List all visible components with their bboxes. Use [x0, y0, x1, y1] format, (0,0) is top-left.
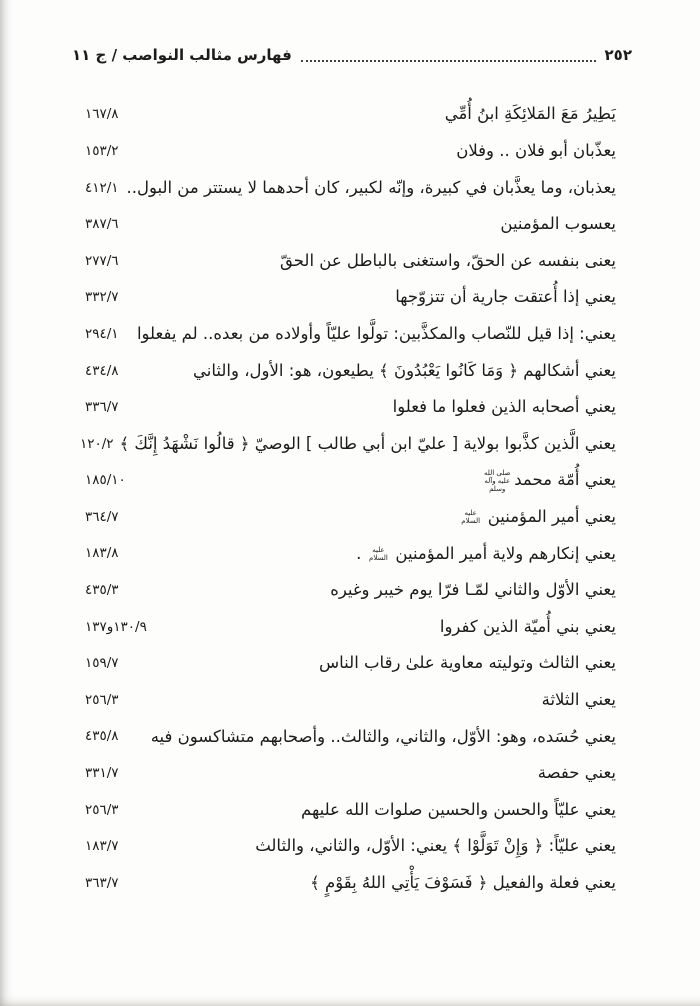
- index-entries: [79, 97, 616, 902]
- entry-text: يعني إنكارهم ولاية أمير المؤمنين: [395, 543, 616, 563]
- entry-page-ref: ١٢٠/٢: [79, 435, 114, 452]
- index-entry-row: [85, 206, 616, 243]
- entry-page-ref: ٢٥٦/٣: [85, 691, 119, 708]
- header-title: فهارس مثالب النواصب / ج ١١: [72, 46, 292, 64]
- entry-page-ref: ٣٦٤/٧: [85, 508, 119, 525]
- index-entry-row: [85, 243, 616, 280]
- entry-text: يعني أصحابه الذين فعلوا ما فعلوا: [392, 397, 616, 417]
- index-entry-row: [79, 426, 616, 463]
- entry-text: يعني عليّاً: ﴿ وَإِنْ تَوَلَّوْا ﴾ يعني: الأوّل، والثاني، والثالث: [255, 836, 616, 856]
- index-entry-row: [85, 353, 616, 390]
- entry-text: يعني الثالث وتوليته معاوية علىٰ رقاب الناس: [319, 653, 616, 673]
- index-entry-row: [85, 499, 616, 536]
- dotted-leader: [301, 60, 596, 62]
- entry-page-ref: ٣٣٦/٧: [85, 399, 119, 416]
- index-entry-row: [85, 792, 616, 829]
- entry-page-ref: ١٨٣/٨: [85, 545, 119, 562]
- entry-page-ref: ٣٣١/٧: [85, 765, 119, 782]
- entry-text: يعني بني أُميّة الذين كفروا: [439, 616, 616, 636]
- entry-text: يعني الَّذين كذَّبوا بولاية [ عليّ ابن أبي طالب ] الوصيّ ﴿ قالُوا نَشْهَدُ إِنَّكَ ﴾: [119, 433, 616, 453]
- index-entry-row: [85, 609, 616, 646]
- entry-text: يعذبان، وما يعذَّبان في كبيرة، وإنّه لكبير، كان أحدهما لا يستتر من البول..: [126, 177, 616, 197]
- entry-page-ref: ١٦٧/٨: [85, 106, 119, 123]
- entry-text: يعني: إذا قيل للنّصاب والمكذَّبين: تولَّوا عليّاً وأولاده من بعده.. لم يفعلوا: [136, 324, 616, 344]
- entry-text: يعني أمير المؤمنين: [487, 507, 616, 527]
- index-entry-row: [85, 645, 616, 682]
- index-entry-row: [85, 279, 616, 316]
- index-entry-row: [85, 865, 616, 902]
- entry-suffix: .: [356, 543, 362, 563]
- entry-page-ref: ١٥٩/٧: [85, 655, 119, 672]
- entry-text: يعني أُمّة محمد: [514, 470, 616, 490]
- entry-text: يعني فعلة والفعيل ﴿ فَسَوْفَ يَأْتِي اللهُ بِقَوْمٍ ﴾: [310, 872, 616, 892]
- entry-page-ref: ١٨٥/١٠: [85, 472, 126, 489]
- index-entry-row: [85, 97, 616, 134]
- entry-page-ref: ٤٣٥/٨: [85, 728, 119, 745]
- entry-text: يعني عليّاً والحسن والحسين صلوات الله عليهم: [301, 799, 616, 819]
- entry-text: يعني أشكالهم ﴿ وَمَا كَانُوا يَعْبُدُونَ ﴾ يطيعون، هو: الأول، والثاني: [193, 360, 616, 380]
- entry-page-ref: ٢٧٧/٦: [85, 252, 119, 269]
- entry-text: يعني الثلاثة: [541, 689, 616, 709]
- entry-page-ref: ٣٦٣/٧: [85, 874, 119, 891]
- index-entry-row: [85, 682, 616, 719]
- index-entry-row: [85, 462, 616, 499]
- honorific-mark: صلى الله عليه وآله وسلم: [484, 468, 511, 493]
- entry-text: يعسوب المؤمنين: [500, 214, 616, 234]
- index-entry-row: [85, 316, 616, 353]
- index-entry-row: [85, 389, 616, 426]
- entry-page-ref: ١٥٣/٢: [85, 142, 119, 159]
- index-entry-row: [85, 170, 616, 207]
- index-entry-row: [85, 536, 616, 573]
- entry-page-ref: ٣٣٢/٧: [85, 289, 119, 306]
- entry-text: يعني حُسَده، وهو: الأوّل، والثاني، والثالث.. وأصحابهم متشاكسون فيه: [150, 726, 616, 746]
- entry-text: يعني الأوّل والثاني لمّـا فرّا يوم خيبر وغيره: [330, 580, 616, 600]
- entry-page-ref: ٢٥٦/٣: [85, 801, 119, 818]
- entry-text: يعذّبان أبو فلان .. وفلان: [456, 141, 616, 161]
- index-entry-row: [85, 133, 616, 170]
- entry-text: يعني إذا أُعتقت جارية أن تتزوّجها: [395, 287, 616, 307]
- entry-page-ref: ١٨٣/٧: [85, 838, 119, 855]
- page-number: ٢٥٢: [604, 46, 632, 64]
- index-entry-row: [85, 572, 616, 609]
- index-entry-row: [85, 755, 616, 792]
- entry-text: يَطِيرُ مَعَ المَلائِكَةِ ابنُ أُمِّي: [444, 104, 616, 124]
- entry-page-ref: ٤٣٥/٣: [85, 582, 119, 599]
- index-entry-row: [85, 828, 616, 865]
- entry-page-ref: ١٣٠/٩و١٣٧: [85, 618, 147, 635]
- entry-page-ref: ٤٣٤/٨: [85, 362, 119, 379]
- entry-page-ref: ٤١٢/١: [85, 179, 119, 196]
- entry-text: يعنى بنفسه عن الحقّ، واستغنى بالباطل عن الحقّ: [280, 250, 616, 270]
- entry-text: يعني حفصة: [537, 763, 616, 783]
- entry-page-ref: ٢٩٤/١: [85, 325, 119, 342]
- index-entry-row: [85, 719, 616, 756]
- running-header: [0, 0, 700, 67]
- honorific-mark: عليه السلام: [461, 509, 481, 526]
- honorific-mark: عليه السلام: [368, 545, 388, 562]
- entry-page-ref: ٣٨٧/٦: [85, 216, 119, 233]
